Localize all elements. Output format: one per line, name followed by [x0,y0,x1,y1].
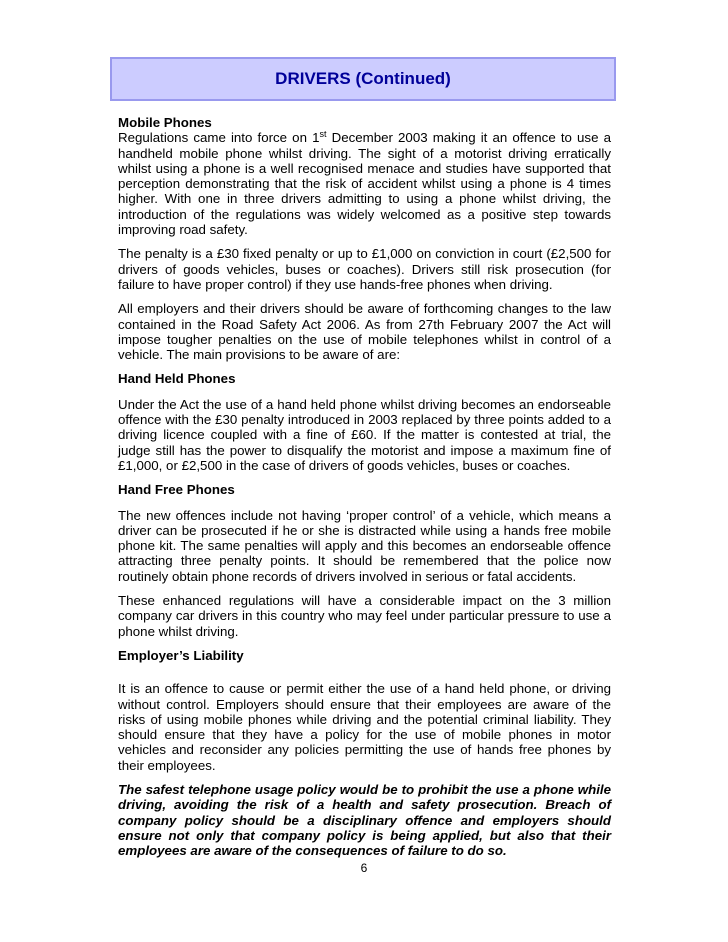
paragraph: All employers and their drivers should be aware of forthcoming changes to the law contained in the Road Safety Act 2006. As from 27th February 2007 the Act will impose tougher penalties on the use of mobile telephones whilst in control of a vehicle. The main provisions to be aware of are: [118,301,611,363]
section-heading-employers-liability: Employer’s Liability [118,647,244,663]
ordinal-suffix: st [319,129,327,140]
paragraph: The penalty is a £30 fixed penalty or up to £1,000 on conviction in court (£2,500 for drivers of goods vehicles, buses or coaches). Drivers still risk prosecution (for failure to have proper control) if they use hands-free phones when driving. [118,246,611,292]
paragraph [118,130,611,237]
paragraph: Under the Act the use of a hand held phone whilst driving becomes an endorseable offence with the £30 penalty introduced in 2003 replaced by three points added to a driving licence coupled with a fine of £60. If the matter is contested at trial, the judge still has the power to disqualify the motorist and impose a maximum fine of £1,000, or £2,500 in the case of drivers of goods vehicles, buses or coaches. [118,396,611,473]
paragraph: These enhanced regulations will have a considerable impact on the 3 million company car drivers in this country who may feel under particular pressure to use a phone whilst driving. [118,593,611,639]
document-body [118,115,611,867]
page-number: 6 [360,861,368,875]
section-heading-mobile-phones: Mobile Phones [118,115,212,130]
title-banner [110,57,616,101]
paragraph: The new offences include not having ‘proper control’ of a vehicle, which means a driver can be prosecuted if he or she is distracted while using a hands free mobile phone kit. The same penalties will apply and this becomes an endorseable offence attracting three penalty points. It should be remembered that the police now routinely obtain phone records of drivers involved in serious or fatal accidents. [118,507,611,584]
section-heading-hand-held-phones: Hand Held Phones [118,371,236,387]
paragraph: It is an offence to cause or permit either the use of a hand held phone, or driving without control. Employers should ensure that their employees are aware of the risks of using mobile phones while driving and the potential criminal liability. They should ensure that they have a policy for the use of mobile phones in motor vehicles and reconsider any policies permitting the use of hands free phones by their employees. [118,681,611,773]
paragraph-text: Regulations came into force on 1 [118,130,320,146]
paragraph-text: December 2003 making it an offence to use a handheld mobile phone whilst driving. The sight of a motorist driving erratically whilst using a phone is a well recognised menace and studies have supported that perception demonstrating that the risk of accident whilst using a phone is 4 times higher. With one in three drivers admitting to using a phone whilst driving, the introduction of the regulations was widely welcomed as a positive step towards improving road safety. [118,130,611,238]
section-heading-hand-free-phones: Hand Free Phones [118,482,235,498]
policy-recommendation: The safest telephone usage policy would be to prohibit the use a phone while driving, avoiding the risk of a health and safety prosecution. Breach of company policy should be a disciplinary offence and employers should ensure not only that company policy is being applied, but also that their employees are aware of the consequences of failure to do so. [118,781,611,859]
page-title: DRIVERS (Continued) [275,69,451,88]
